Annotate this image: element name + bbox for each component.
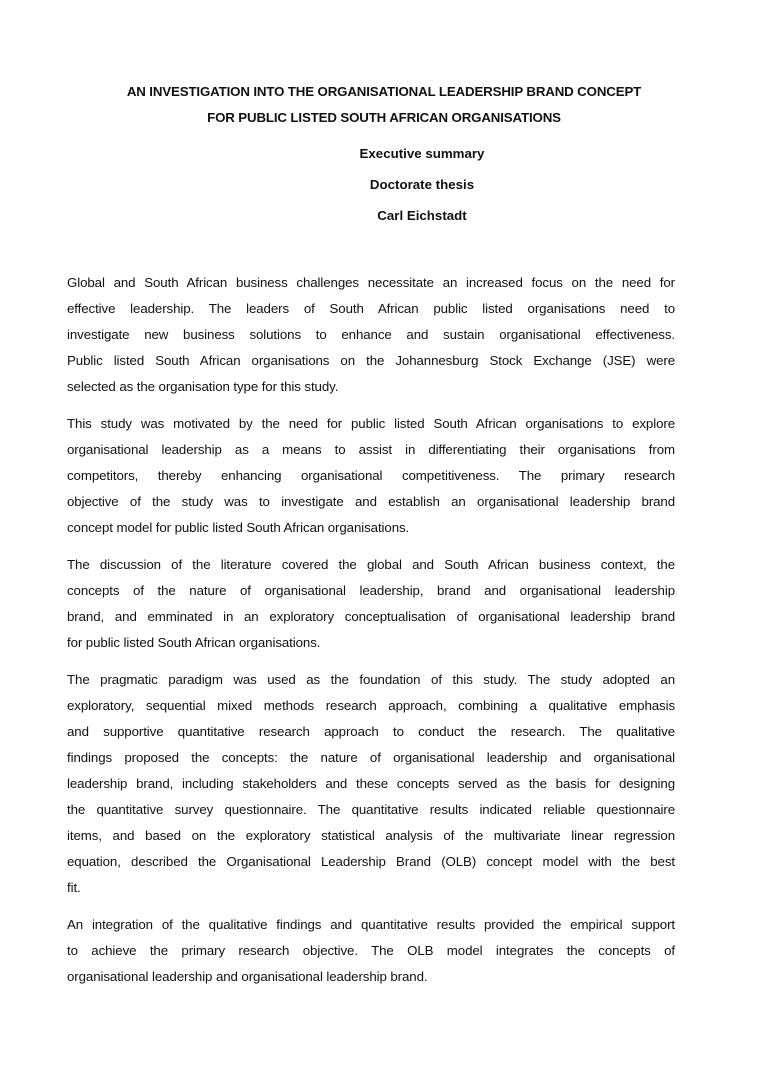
paragraph-line: and supportive quantitative research approach to conduct the research. The qualitative [67, 724, 675, 739]
title-line-1: AN INVESTIGATION INTO THE ORGANISATIONAL LEADERSHIP BRAND CONCEPT [126, 84, 642, 99]
document-author: Carl Eichstadt [377, 208, 467, 223]
paragraph-4 [67, 667, 675, 901]
paragraph-2 [67, 411, 675, 541]
paragraph-line: concepts of the nature of organisational leadership, brand and organisational leadership [67, 583, 675, 598]
paragraph-line: competitors, thereby enhancing organisational competitiveness. The primary research [67, 468, 675, 483]
paragraph-1 [67, 270, 675, 400]
paragraph-line: items, and based on the exploratory statistical analysis of the multivariate linear regression [67, 828, 675, 843]
paragraph-line: concept model for public listed South African organisations. [67, 520, 410, 535]
paragraph-line: This study was motivated by the need for public listed South African organisations to explore [67, 416, 675, 431]
paragraph-line: equation, described the Organisational Leadership Brand (OLB) concept model with the best [67, 854, 675, 869]
paragraph-5 [67, 912, 675, 990]
document-body [67, 270, 675, 1001]
document-meta [60, 138, 708, 231]
paragraph-line: selected as the organisation type for this study. [67, 379, 339, 394]
paragraph-line: findings proposed the concepts: the nature of organisational leadership and organisational [67, 750, 675, 765]
paragraph-line: to achieve the primary research objective. The OLB model integrates the concepts of [67, 943, 675, 958]
paragraph-line: leadership brand, including stakeholders and these concepts served as the basis for designing [67, 776, 675, 791]
paragraph-line: The pragmatic paradigm was used as the foundation of this study. The study adopted an [67, 672, 675, 687]
paragraph-3 [67, 552, 675, 656]
paragraph-line: organisational leadership as a means to assist in differentiating their organisations from [67, 442, 675, 457]
paragraph-line: effective leadership. The leaders of South African public listed organisations need to [67, 301, 675, 316]
paragraph-line: exploratory, sequential mixed methods research approach, combining a qualitative emphasis [67, 698, 675, 713]
paragraph-line: organisational leadership and organisational leadership brand. [67, 969, 428, 984]
paragraph-line: for public listed South African organisations. [67, 635, 321, 650]
paragraph-line: the quantitative survey questionnaire. The quantitative results indicated reliable questionnaire [67, 802, 675, 817]
title-line-2: FOR PUBLIC LISTED SOUTH AFRICAN ORGANISATIONS [207, 110, 561, 125]
paragraph-line: Global and South African business challenges necessitate an increased focus on the need for [67, 275, 675, 290]
document-type: Doctorate thesis [369, 177, 475, 192]
paragraph-line: investigate new business solutions to enhance and sustain organisational effectiveness. [67, 327, 675, 342]
paragraph-line: An integration of the qualitative findings and quantitative results provided the empirical support [67, 917, 675, 932]
document-subtitle: Executive summary [359, 146, 485, 161]
paragraph-line: fit. [67, 880, 81, 895]
paragraph-line: Public listed South African organisations on the Johannesburg Stock Exchange (JSE) were [67, 353, 675, 368]
paragraph-line: objective of the study was to investigate and establish an organisational leadership brand [67, 494, 675, 509]
document-title [60, 79, 708, 131]
paragraph-line: The discussion of the literature covered the global and South African business context, the [67, 557, 675, 572]
paragraph-line: brand, and emminated in an exploratory conceptualisation of organisational leadership brand [67, 609, 675, 624]
